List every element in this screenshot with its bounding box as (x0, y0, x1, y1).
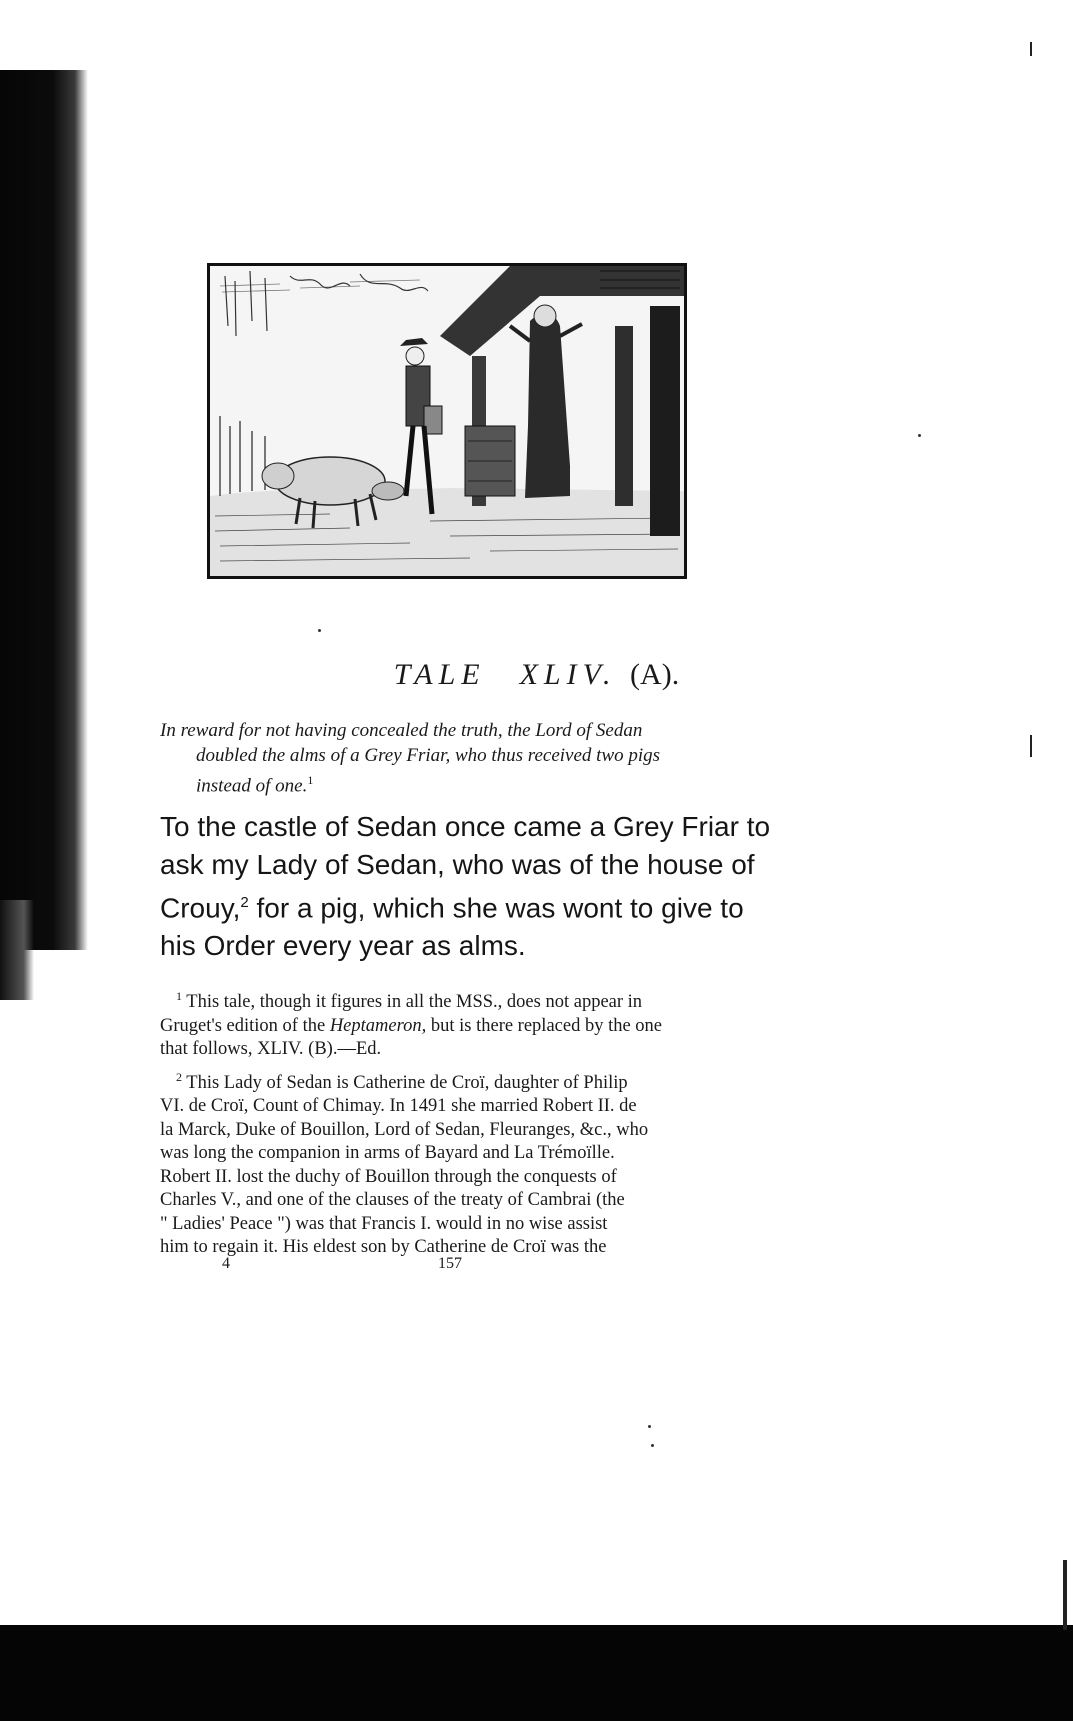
scan-mark-bottom-right (1063, 1560, 1067, 1630)
ground (210, 488, 684, 576)
summary-line-text: instead of one. (196, 775, 308, 797)
scan-dark-margin-left-lower (0, 900, 34, 1000)
friar-head (534, 305, 556, 327)
scan-dark-margin-bottom (0, 1625, 1073, 1721)
footnote-line: la Marck, Duke of Bouillon, Lord of Sedan, Fleuranges, &c., who (160, 1119, 649, 1140)
body-line: To the castle of Sedan once came a Grey Friar to (160, 811, 771, 842)
scan-mark-top-right (1030, 42, 1032, 56)
footnote-line: Charles V., and one of the clauses of the treaty of Cambrai (the (160, 1190, 625, 1211)
pig-head (262, 463, 294, 489)
tale-summary (160, 718, 760, 798)
body-line-text: Crouy, (160, 892, 241, 924)
footnote-1 (160, 985, 760, 1062)
speck (648, 1425, 651, 1428)
footnote-ref-1: 1 (307, 773, 314, 787)
engraving-svg (210, 266, 684, 576)
page-number: 157 (438, 1255, 462, 1272)
footnote-line (160, 1015, 760, 1039)
footnote-line (160, 1066, 760, 1096)
tale-illustration (207, 263, 687, 579)
scan-dark-margin-left (0, 70, 88, 950)
footnote-marker: 1 (176, 989, 182, 1003)
title-numeral: XLIV. (519, 658, 617, 691)
porch-wall (650, 306, 680, 536)
scan-mark-right (1030, 735, 1032, 757)
summary-line: In reward for not having concealed the truth, the Lord of Sedan (160, 720, 643, 741)
footnote-text: Gruget's edition of the (160, 1015, 330, 1036)
footnote-line: " Ladies' Peace ") was that Francis I. would in no wise assist (160, 1213, 608, 1234)
boy-head (406, 347, 424, 365)
body-line-text: for a pig, which she was wont to give to (248, 892, 744, 924)
title-suffix: (A). (630, 658, 680, 691)
body-line (160, 884, 780, 927)
speck (918, 434, 921, 437)
speck (318, 629, 321, 632)
footnote-2 (160, 1066, 760, 1260)
footnote-italic-title: Heptameron, (329, 1015, 427, 1036)
footnote-line: Robert II. lost the duchy of Bouillon through the conquests of (160, 1166, 617, 1187)
footnote-line (160, 985, 760, 1015)
footnote-text: This Lady of Sedan is Catherine de Croï, daughter of Philip (182, 1072, 628, 1093)
body-line: ask my Lady of Sedan, who was of the house of (160, 849, 755, 880)
speck (651, 1444, 654, 1447)
footnote-text: but is there replaced by the one (426, 1015, 663, 1036)
footnote-text: This tale, though it figures in all the MSS., does not appear in (182, 992, 643, 1013)
piglet (372, 482, 404, 500)
footnotes (160, 985, 760, 1260)
footnote-line: was long the companion in arms of Bayard and La Trémoïlle. (160, 1143, 615, 1164)
footnote-ref-2: 2 (240, 894, 249, 911)
body-line: his Order every year as alms. (160, 930, 526, 962)
summary-line (160, 768, 760, 798)
body-paragraph (160, 808, 780, 965)
footnote-line: him to regain it. His eldest son by Catherine de Croï was the (160, 1237, 607, 1258)
footnote-line: VI. de Croï, Count of Chimay. In 1491 she married Robert II. de (160, 1096, 637, 1117)
summary-line: doubled the alms of a Grey Friar, who thus received two pigs (196, 745, 661, 766)
footnote-line: that follows, XLIV. (B).—Ed. (160, 1039, 382, 1060)
tale-title (0, 658, 1073, 692)
signature-mark: 4 (222, 1255, 230, 1272)
footnote-marker: 2 (176, 1069, 182, 1084)
porch-pillar-right (615, 326, 633, 506)
title-word-tale: TALE (393, 658, 486, 691)
